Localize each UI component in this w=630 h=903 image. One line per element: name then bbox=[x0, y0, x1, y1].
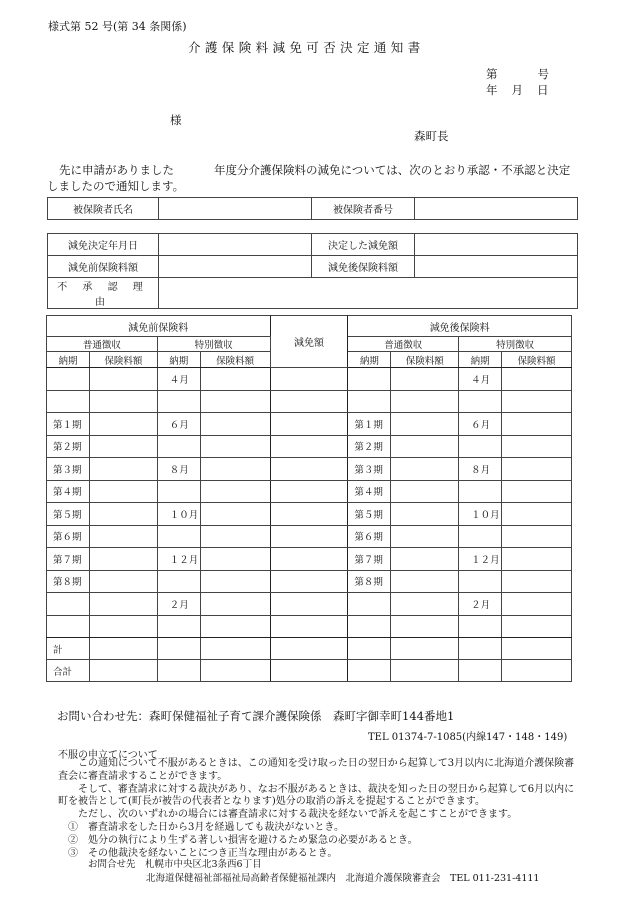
before-normal-amount[interactable] bbox=[89, 525, 157, 548]
after-special-period: ８月 bbox=[459, 458, 502, 481]
total-row bbox=[47, 660, 572, 682]
before-normal-amount[interactable] bbox=[89, 548, 157, 571]
after-special-period bbox=[459, 480, 502, 503]
before-normal-period: 第１期 bbox=[47, 413, 90, 436]
after-premium-header: 減免後保険料 bbox=[348, 316, 572, 337]
before-special-header: 特別徴収 bbox=[157, 337, 270, 352]
addressee-suffix: 様 bbox=[170, 113, 182, 127]
col-amount: 保険料額 bbox=[89, 352, 157, 368]
appeal-body bbox=[58, 758, 578, 860]
before-special-amount[interactable] bbox=[200, 390, 270, 413]
after-special-period: ２月 bbox=[459, 593, 502, 616]
subtotal-after-special[interactable] bbox=[502, 638, 572, 660]
total-after-special[interactable] bbox=[502, 660, 572, 682]
appeal-inquiry: お問合せ先 札幌市中央区北3条西6丁目 bbox=[88, 859, 262, 870]
before-special-amount[interactable] bbox=[200, 458, 270, 481]
after-special-amount[interactable] bbox=[502, 435, 572, 458]
before-amount-field[interactable] bbox=[159, 256, 312, 278]
before-special-amount[interactable] bbox=[200, 435, 270, 458]
after-special-period bbox=[459, 435, 502, 458]
appeal-paragraph-3: ただし、次のいずれかの場合には審査請求に対する裁決を経ないで訴えを起こすことができます。 bbox=[78, 809, 518, 821]
reduction-amount[interactable] bbox=[270, 503, 348, 526]
form-number: 様式第 52 号(第 34 条関係) bbox=[48, 20, 187, 33]
reduction-header: 減免額 bbox=[270, 316, 348, 368]
after-special-period bbox=[459, 570, 502, 593]
before-normal-amount[interactable] bbox=[89, 435, 157, 458]
table-row bbox=[47, 548, 572, 571]
appeal-title: 不服の申立てについて bbox=[58, 750, 158, 761]
total-label: 合計 bbox=[47, 660, 90, 682]
document-date bbox=[486, 82, 549, 98]
before-special-period bbox=[157, 435, 200, 458]
before-special-amount[interactable] bbox=[200, 593, 270, 616]
table-row bbox=[47, 480, 572, 503]
before-special-period bbox=[157, 390, 200, 413]
document-number bbox=[486, 66, 549, 82]
after-special-amount[interactable] bbox=[502, 593, 572, 616]
document-title: 介護保険料減免可否決定通知書 bbox=[188, 40, 425, 55]
after-normal-period: 第１期 bbox=[348, 413, 391, 436]
before-normal-period: 第８期 bbox=[47, 570, 90, 593]
table-row bbox=[47, 413, 572, 436]
after-special-amount[interactable] bbox=[502, 480, 572, 503]
after-normal-period bbox=[348, 390, 391, 413]
table-row bbox=[47, 435, 572, 458]
table-row bbox=[47, 458, 572, 481]
before-normal-amount[interactable] bbox=[89, 368, 157, 391]
decided-amount-label: 決定した減免額 bbox=[312, 234, 415, 256]
subtotal-before-special[interactable] bbox=[200, 638, 270, 660]
intro-part2: 年度分介護保険料の減免については、次のとおり承認・不承認と決定しましたので通知します。 bbox=[47, 163, 571, 193]
before-normal-period bbox=[47, 593, 90, 616]
after-special-amount[interactable] bbox=[502, 548, 572, 571]
total-after-special-period bbox=[459, 660, 502, 682]
appeal-item-3: ③ その他裁決を経ないことにつき正当な理由があるとき。 bbox=[68, 847, 338, 859]
insured-number-field[interactable] bbox=[415, 198, 578, 220]
after-normal-header: 普通徴収 bbox=[348, 337, 459, 352]
before-special-period: １２月 bbox=[157, 548, 200, 571]
reason-label: 不 承 認 理 由 bbox=[48, 278, 159, 309]
total-after-normal-period bbox=[348, 660, 391, 682]
before-special-amount[interactable] bbox=[200, 570, 270, 593]
insured-name-field[interactable] bbox=[159, 198, 312, 220]
subtotal-before-normal[interactable] bbox=[89, 638, 157, 660]
before-special-amount[interactable] bbox=[200, 368, 270, 391]
decision-date-label: 減免決定年月日 bbox=[48, 234, 159, 256]
after-special-period: ６月 bbox=[459, 413, 502, 436]
contact-line: お問い合わせ先：森町保健福祉子育て課介護保険係 森町字御幸町144番地1 bbox=[57, 709, 455, 723]
intro-text bbox=[47, 162, 581, 194]
reduction-amount[interactable] bbox=[270, 615, 348, 638]
after-normal-period: 第５期 bbox=[348, 503, 391, 526]
before-special-period: ４月 bbox=[157, 368, 200, 391]
after-normal-amount[interactable] bbox=[391, 615, 459, 638]
after-special-period: ４月 bbox=[459, 368, 502, 391]
col-period: 納期 bbox=[47, 352, 90, 368]
total-after-normal[interactable] bbox=[391, 660, 459, 682]
before-special-period bbox=[157, 570, 200, 593]
after-special-amount[interactable] bbox=[502, 525, 572, 548]
subtotal-reduction[interactable] bbox=[270, 638, 348, 660]
premium-table bbox=[46, 315, 572, 682]
after-special-period: １０月 bbox=[459, 503, 502, 526]
before-special-amount[interactable] bbox=[200, 615, 270, 638]
before-normal-amount[interactable] bbox=[89, 458, 157, 481]
before-normal-amount[interactable] bbox=[89, 570, 157, 593]
contact-tel: TEL 01374-7-1085(内線147・148・149) bbox=[368, 732, 568, 743]
after-normal-amount[interactable] bbox=[391, 390, 459, 413]
after-amount-field[interactable] bbox=[415, 256, 578, 278]
after-special-amount[interactable] bbox=[502, 503, 572, 526]
number-prefix: 第 bbox=[486, 67, 498, 81]
before-special-amount[interactable] bbox=[200, 548, 270, 571]
date-day: 日 bbox=[537, 83, 549, 97]
after-special-period bbox=[459, 615, 502, 638]
before-normal-header: 普通徴収 bbox=[47, 337, 158, 352]
after-normal-amount[interactable] bbox=[391, 503, 459, 526]
before-normal-period: 第３期 bbox=[47, 458, 90, 481]
reduction-amount[interactable] bbox=[270, 435, 348, 458]
reason-field[interactable] bbox=[159, 278, 578, 309]
insured-info-table bbox=[47, 197, 578, 220]
before-amount-label: 減免前保険料額 bbox=[48, 256, 159, 278]
after-special-amount[interactable] bbox=[502, 458, 572, 481]
reduction-amount[interactable] bbox=[270, 458, 348, 481]
before-normal-period: 第２期 bbox=[47, 435, 90, 458]
decision-info-table bbox=[47, 233, 578, 309]
total-before-special-period bbox=[157, 660, 200, 682]
after-normal-amount[interactable] bbox=[391, 480, 459, 503]
before-normal-amount[interactable] bbox=[89, 615, 157, 638]
after-normal-period: 第４期 bbox=[348, 480, 391, 503]
after-special-header: 特別徴収 bbox=[459, 337, 572, 352]
appeal-item-2: ② 処分の執行により生ずる著しい損害を避けるため緊急の必要があるとき。 bbox=[68, 834, 418, 846]
subtotal-after-normal[interactable] bbox=[391, 638, 459, 660]
before-special-period: ２月 bbox=[157, 593, 200, 616]
col-period: 納期 bbox=[157, 352, 200, 368]
reduction-amount[interactable] bbox=[270, 413, 348, 436]
before-special-amount[interactable] bbox=[200, 480, 270, 503]
sender: 森町長 bbox=[414, 129, 449, 143]
appeal-item-1: ① 審査請求をした日から3月を経過しても裁決がないとき。 bbox=[68, 821, 344, 833]
after-normal-amount[interactable] bbox=[391, 458, 459, 481]
table-row bbox=[47, 593, 572, 616]
reduction-amount[interactable] bbox=[270, 390, 348, 413]
before-normal-amount[interactable] bbox=[89, 390, 157, 413]
before-normal-period bbox=[47, 615, 90, 638]
after-special-amount[interactable] bbox=[502, 368, 572, 391]
insured-number-label: 被保険者番号 bbox=[312, 198, 415, 220]
before-normal-period bbox=[47, 390, 90, 413]
table-row bbox=[47, 368, 572, 391]
table-row bbox=[47, 570, 572, 593]
after-normal-period: 第６期 bbox=[348, 525, 391, 548]
table-row bbox=[47, 525, 572, 548]
reduction-amount[interactable] bbox=[270, 480, 348, 503]
after-normal-amount[interactable] bbox=[391, 570, 459, 593]
before-premium-header: 減免前保険料 bbox=[47, 316, 271, 337]
before-special-period: ６月 bbox=[157, 413, 200, 436]
reduction-amount[interactable] bbox=[270, 525, 348, 548]
before-normal-amount[interactable] bbox=[89, 503, 157, 526]
reduction-amount[interactable] bbox=[270, 368, 348, 391]
after-amount-label: 減免後保険料額 bbox=[312, 256, 415, 278]
after-normal-amount[interactable] bbox=[391, 593, 459, 616]
after-special-amount[interactable] bbox=[502, 390, 572, 413]
after-normal-amount[interactable] bbox=[391, 368, 459, 391]
before-special-period bbox=[157, 480, 200, 503]
total-before-special[interactable] bbox=[200, 660, 270, 682]
after-normal-amount[interactable] bbox=[391, 548, 459, 571]
appeal-office: 北海道保健福祉部福祉局高齢者保健福祉課内 北海道介護保険審査会 TEL 011-231-4111 bbox=[146, 873, 540, 884]
after-normal-period: 第８期 bbox=[348, 570, 391, 593]
date-month: 月 bbox=[511, 83, 523, 97]
col-amount: 保険料額 bbox=[391, 352, 459, 368]
after-normal-period bbox=[348, 615, 391, 638]
table-row bbox=[47, 390, 572, 413]
before-special-period bbox=[157, 525, 200, 548]
after-special-amount[interactable] bbox=[502, 570, 572, 593]
subtotal-row bbox=[47, 638, 572, 660]
after-normal-amount[interactable] bbox=[391, 413, 459, 436]
after-special-amount[interactable] bbox=[502, 615, 572, 638]
subtotal-label: 計 bbox=[47, 638, 90, 660]
total-before-normal[interactable] bbox=[89, 660, 157, 682]
total-reduction[interactable] bbox=[270, 660, 348, 682]
after-normal-period bbox=[348, 368, 391, 391]
after-special-amount[interactable] bbox=[502, 413, 572, 436]
before-special-period bbox=[157, 615, 200, 638]
after-normal-period: 第３期 bbox=[348, 458, 391, 481]
before-special-amount[interactable] bbox=[200, 525, 270, 548]
before-special-period: ８月 bbox=[157, 458, 200, 481]
col-period: 納期 bbox=[459, 352, 502, 368]
before-special-amount[interactable] bbox=[200, 413, 270, 436]
before-normal-amount[interactable] bbox=[89, 480, 157, 503]
col-amount: 保険料額 bbox=[502, 352, 572, 368]
after-special-period: １２月 bbox=[459, 548, 502, 571]
after-normal-amount[interactable] bbox=[391, 525, 459, 548]
before-normal-amount[interactable] bbox=[89, 413, 157, 436]
col-amount: 保険料額 bbox=[200, 352, 270, 368]
before-normal-period bbox=[47, 368, 90, 391]
subtotal-before-special-period bbox=[157, 638, 200, 660]
before-normal-period: 第７期 bbox=[47, 548, 90, 571]
after-normal-period bbox=[348, 593, 391, 616]
before-normal-period: 第４期 bbox=[47, 480, 90, 503]
after-special-period bbox=[459, 525, 502, 548]
before-normal-period: 第５期 bbox=[47, 503, 90, 526]
subtotal-after-special-period bbox=[459, 638, 502, 660]
before-normal-amount[interactable] bbox=[89, 593, 157, 616]
reduction-amount[interactable] bbox=[270, 548, 348, 571]
after-special-period bbox=[459, 390, 502, 413]
decided-amount-field[interactable] bbox=[415, 234, 578, 256]
before-special-period: １０月 bbox=[157, 503, 200, 526]
subtotal-after-normal-period bbox=[348, 638, 391, 660]
insured-name-label: 被保険者氏名 bbox=[48, 198, 159, 220]
reduction-amount[interactable] bbox=[270, 570, 348, 593]
table-row bbox=[47, 503, 572, 526]
after-normal-period: 第２期 bbox=[348, 435, 391, 458]
appeal-paragraph-2: そして、審査請求に対する裁決があり、なお不服があるときは、裁決を知った日の翌日から起算して6月以内に町を被告として(町長が被告の代表者となります)処分の取消の訴えを提起することができます。 bbox=[58, 783, 575, 808]
decision-date-field[interactable] bbox=[159, 234, 312, 256]
before-special-amount[interactable] bbox=[200, 503, 270, 526]
intro-part1: 先に申請がありました bbox=[59, 163, 174, 177]
col-period: 納期 bbox=[348, 352, 391, 368]
reduction-amount[interactable] bbox=[270, 593, 348, 616]
date-year: 年 bbox=[486, 83, 498, 97]
after-normal-period: 第７期 bbox=[348, 548, 391, 571]
table-row bbox=[47, 615, 572, 638]
number-suffix: 号 bbox=[537, 67, 549, 81]
appeal-paragraph-1: この通知について不服があるときは、この通知を受け取った日の翌日から起算して3月以内に北海道介護保険審査会に審査請求することができます。 bbox=[58, 758, 575, 782]
before-normal-period: 第６期 bbox=[47, 525, 90, 548]
after-normal-amount[interactable] bbox=[391, 435, 459, 458]
